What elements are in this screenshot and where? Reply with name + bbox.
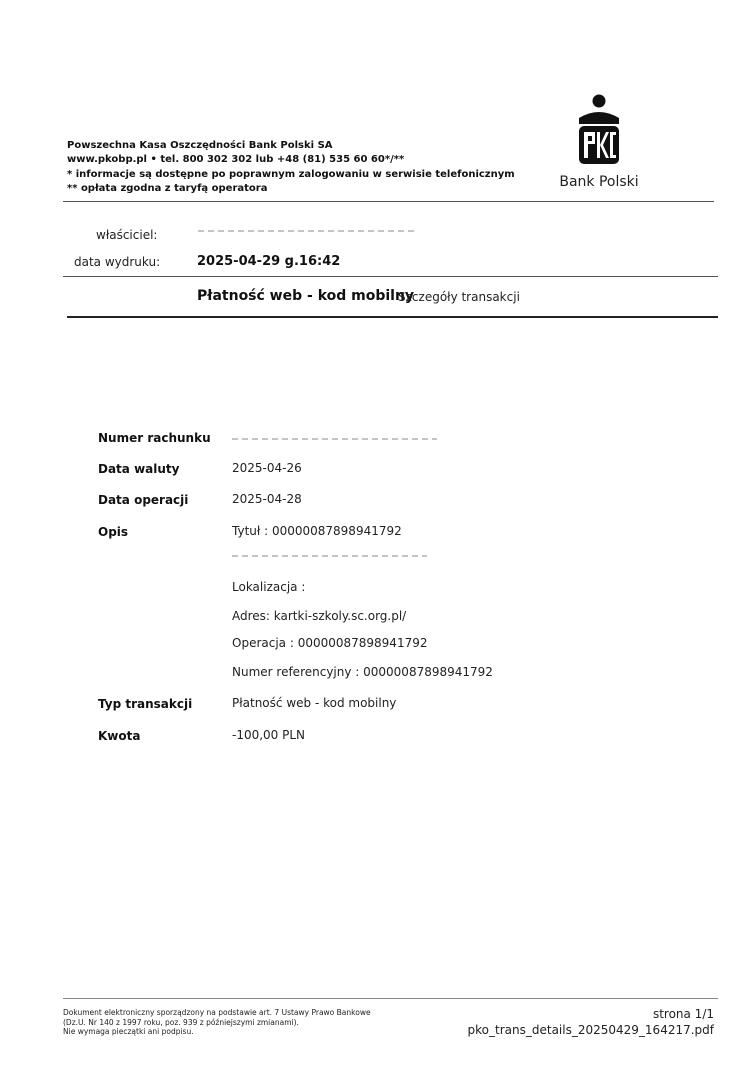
print-date-label: data wydruku: [74,255,161,269]
bank-name: Powszechna Kasa Oszczędności Bank Polski SA [67,140,333,151]
description-redaction [232,555,427,557]
owner-label: właściciel: [96,228,158,242]
bank-note-1: * informacje są dostępne po poprawnym zalogowaniu w serwisie telefonicznym [67,168,515,180]
amount-value: -100,00 PLN [232,728,306,742]
operation-date-label: Data operacji [98,493,189,507]
footer-legal-line-1: Dokument elektroniczny sporządzony na podstawie art. 7 Ustawy Prawo Bankowe [63,1008,371,1017]
header-divider [63,201,714,202]
owner-redaction [198,230,418,232]
amount-label: Kwota [98,729,141,743]
footer-legal-line-3: Nie wymaga pieczątki ani podpisu. [63,1027,194,1036]
file-name: pko_trans_details_20250429_164217.pdf [467,1023,714,1037]
meta-divider [63,276,718,277]
account-label: Numer rachunku [98,431,211,445]
logo-text: Bank Polski [559,174,639,190]
value-date-label: Data waluty [98,462,180,476]
bank-contact: www.pkobp.pl • tel. 800 302 302 lub +48 (81) 535 60 60*/** [67,154,405,166]
description-title: Tytuł : 00000087898941792 [232,524,402,538]
page-number: strona 1/1 [652,1007,714,1021]
pko-bp-logo-icon [573,94,625,166]
value-date-value: 2025-04-26 [232,461,302,475]
footer-legal-line-2: (Dz.U. Nr 140 z 1997 roku, poz. 939 z późniejszymi zmianami). [63,1017,299,1027]
title-divider [67,316,718,318]
description-label: Opis [98,525,129,539]
transaction-title: Płatność web - kod mobilny [197,288,415,304]
bank-note-2: ** opłata zgodna z taryfą operatora [67,182,268,194]
transaction-subtitle: Szczegóły transakcji [398,290,520,304]
description-operation: Operacja : 00000087898941792 [232,636,428,650]
description-location: Lokalizacja : [232,580,306,594]
description-address: Adres: kartki-szkoly.sc.org.pl/ [232,609,407,623]
account-redaction [232,438,437,440]
footer-page-info [468,1006,714,1038]
operation-date-value: 2025-04-28 [232,492,302,506]
footer-legal [63,1008,371,1037]
transaction-type-value: Płatność web - kod mobilny [232,696,397,710]
bank-logo [555,94,643,190]
description-reference: Numer referencyjny : 00000087898941792 [232,665,493,679]
bank-info [67,139,515,196]
print-date-value: 2025-04-29 g.16:42 [197,254,341,269]
transaction-type-label: Typ transakcji [98,697,193,711]
footer-divider [63,998,718,999]
